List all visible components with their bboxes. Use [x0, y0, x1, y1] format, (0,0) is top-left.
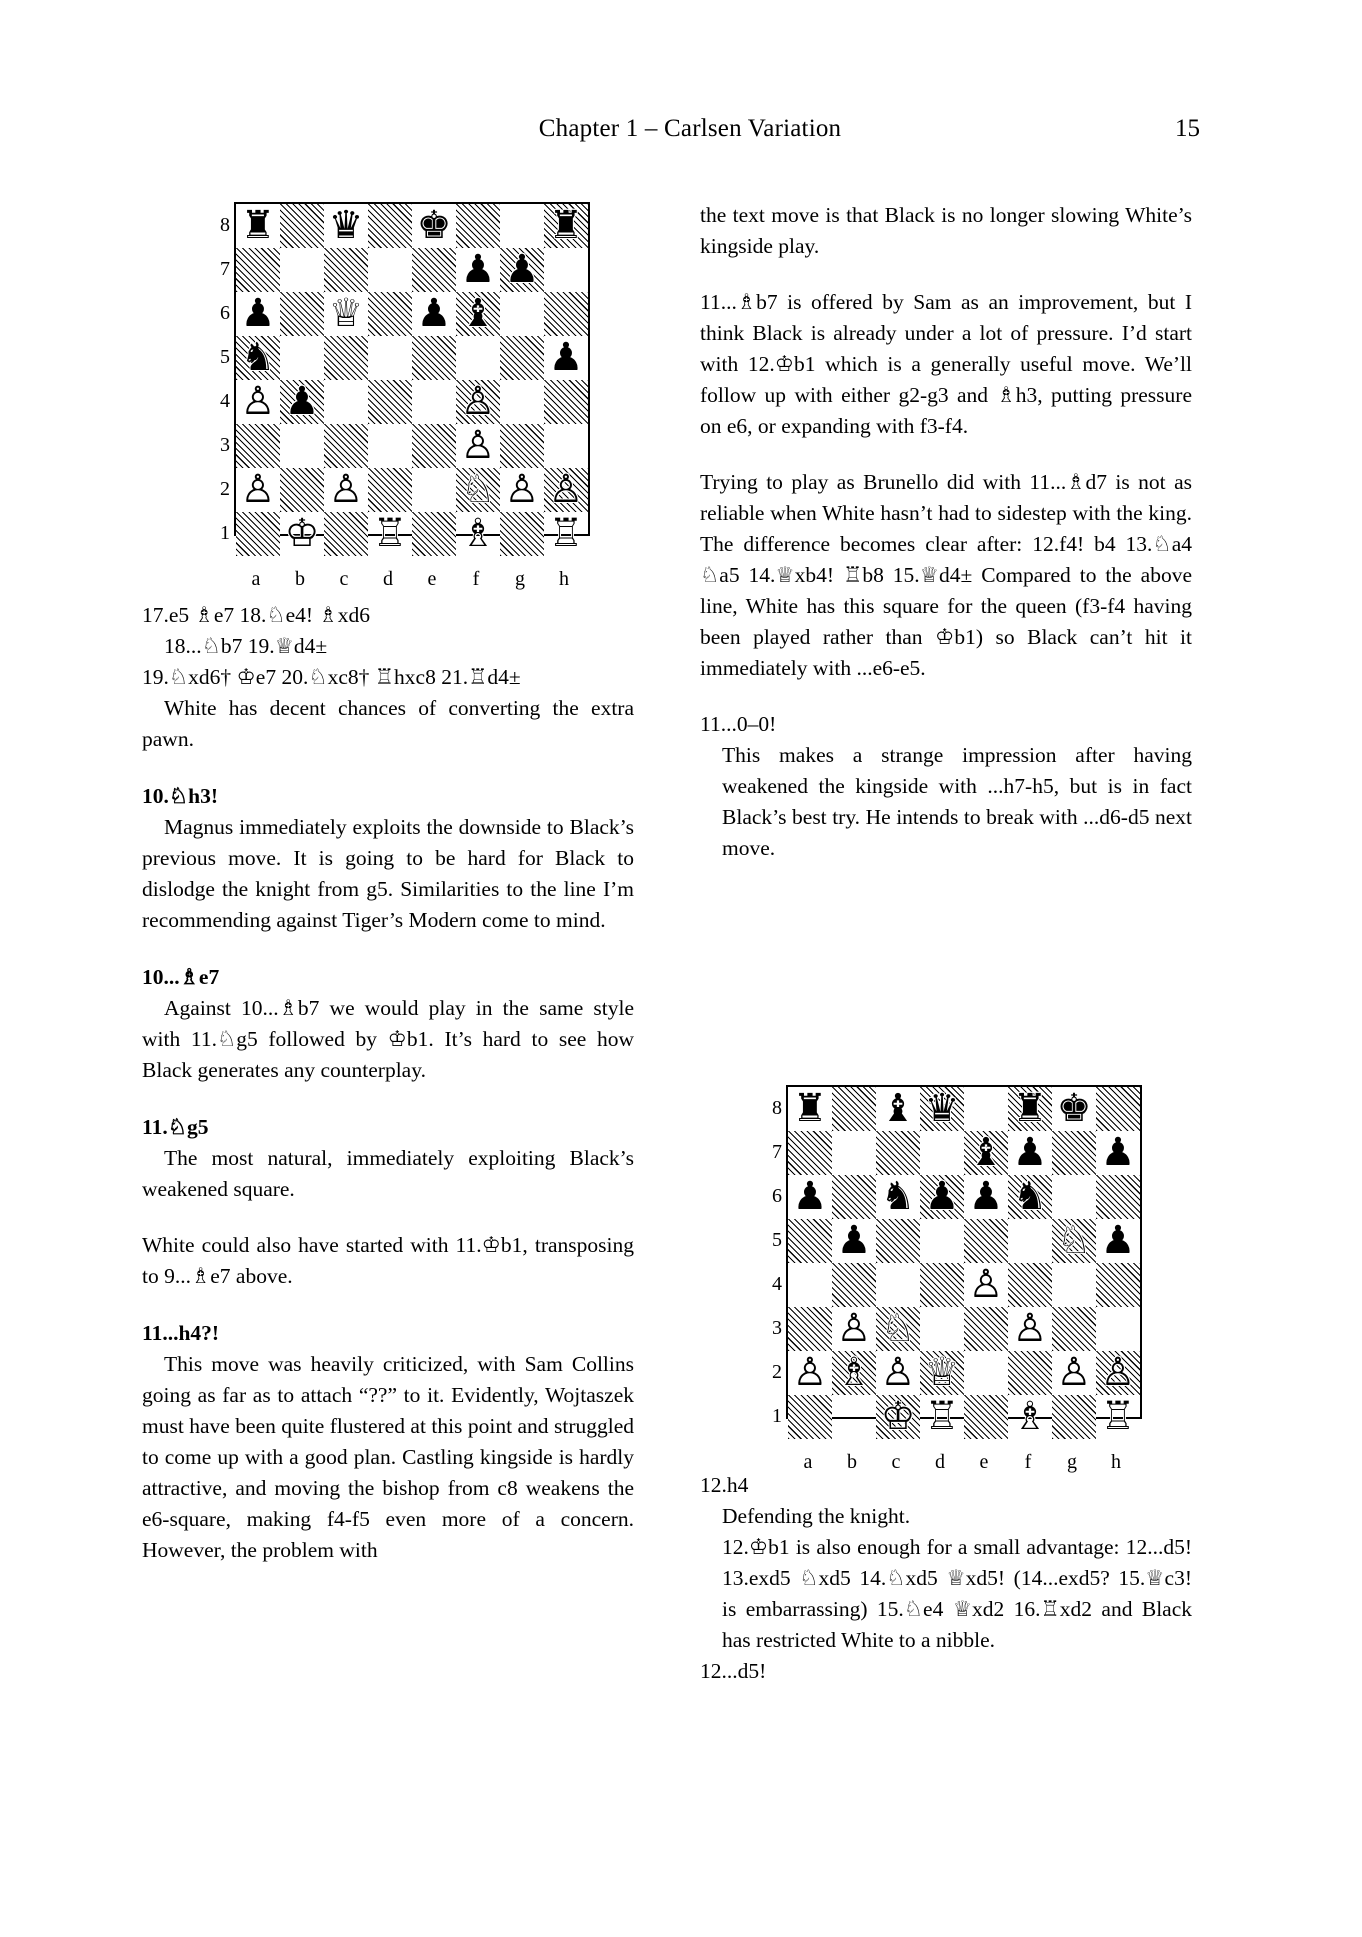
square-e7	[964, 1131, 1008, 1175]
square-c6	[876, 1175, 920, 1219]
white-queen-icon: ♕	[328, 292, 364, 336]
square-c2	[324, 468, 368, 512]
square-c3	[876, 1307, 920, 1351]
square-a7	[788, 1131, 832, 1175]
square-h7	[544, 248, 588, 292]
black-pawn-icon: ♟	[1100, 1219, 1136, 1263]
square-a1	[788, 1395, 832, 1439]
black-pawn-icon: ♟	[284, 380, 320, 424]
square-b3	[832, 1307, 876, 1351]
white-queen-icon: ♕	[924, 1351, 960, 1395]
square-c3	[324, 424, 368, 468]
chess-board	[234, 202, 590, 556]
square-e1	[964, 1395, 1008, 1439]
black-bishop-icon: ♝	[880, 1087, 916, 1131]
square-e3	[964, 1307, 1008, 1351]
white-bishop-icon: ♗	[836, 1351, 872, 1395]
white-pawn-icon: ♙	[504, 468, 540, 512]
square-c4	[876, 1263, 920, 1307]
square-e5	[964, 1219, 1008, 1263]
move-line-2: 18...♘b7 19.♕d4±	[164, 634, 328, 658]
black-rook-icon: ♜	[240, 204, 276, 248]
white-king-icon: ♔	[880, 1395, 916, 1439]
chess-diagram-bottom	[760, 1085, 1160, 1475]
square-h3	[1096, 1307, 1140, 1351]
black-bishop-icon: ♝	[968, 1131, 1004, 1175]
rank-label-6: 6	[772, 1185, 782, 1207]
square-f4	[456, 380, 500, 424]
square-c7	[876, 1131, 920, 1175]
square-g4	[1052, 1263, 1096, 1307]
file-label-d: d	[383, 568, 393, 590]
square-d6	[368, 292, 412, 336]
square-g7	[1052, 1131, 1096, 1175]
paragraph-6: This move was heavily criticized, with Sam Collins going as far as to attach “??” to it. Evidently, Wojtaszek must have been quite flustered at this point and struggled to come up with a good plan. Castling kingside is hardly attractive, and moving the bishop from c8 weakens the e6-square, making f4-f5 even more of a concern. However, the problem with	[142, 1352, 634, 1562]
rank-label-3: 3	[772, 1317, 782, 1339]
black-pawn-icon: ♟	[1100, 1131, 1136, 1175]
square-h4	[544, 380, 588, 424]
square-a4	[788, 1263, 832, 1307]
square-e4	[412, 380, 456, 424]
square-g6	[500, 292, 544, 336]
square-b4	[832, 1263, 876, 1307]
square-c8	[876, 1087, 920, 1131]
square-d6	[920, 1175, 964, 1219]
black-pawn-icon: ♟	[1012, 1131, 1048, 1175]
move-line-12-d5: 12...d5!	[700, 1659, 767, 1683]
rank-label-1: 1	[772, 1405, 782, 1427]
square-c1	[876, 1395, 920, 1439]
white-pawn-icon: ♙	[968, 1263, 1004, 1307]
paragraph-r3: Trying to play as Brunello did with 11...♗d7 is not as reliable when White hasn’t had to sidestep with the king. The difference becomes clear after: 12.f4! b4 13.♘a4 ♘a5 14.♕xb4! ♖b8 15.♕d4± Compared to the above line, White has this square for the queen (f3-f4 having been played rather than ♔b1) so Black can’t hit it immediately with ...e6-e5.	[700, 470, 1192, 680]
square-b2	[832, 1351, 876, 1395]
paragraph-1: White has decent chances of converting the extra pawn.	[142, 696, 634, 751]
square-d4	[368, 380, 412, 424]
move-line-1: 17.e5 ♗e7 18.♘e4! ♗xd6	[142, 603, 370, 627]
move-line-12-h4: 12.h4	[700, 1473, 749, 1497]
square-g2	[1052, 1351, 1096, 1395]
black-pawn-icon: ♟	[416, 292, 452, 336]
file-label-e: e	[979, 1451, 989, 1473]
black-rook-icon: ♜	[548, 204, 584, 248]
square-d7	[920, 1131, 964, 1175]
square-h3	[544, 424, 588, 468]
square-b8	[832, 1087, 876, 1131]
square-e8	[964, 1087, 1008, 1131]
square-a2	[236, 468, 280, 512]
square-g3	[500, 424, 544, 468]
square-a5	[788, 1219, 832, 1263]
paragraph-r4: This makes a strange impression after having weakened the kingside with ...h7-h5, but is in fact Black’s best try. He intends to break with ...d6-d5 next move.	[722, 743, 1192, 860]
black-pawn-icon: ♟	[792, 1175, 828, 1219]
file-label-g: g	[515, 568, 525, 590]
square-g4	[500, 380, 544, 424]
square-f6	[456, 292, 500, 336]
square-e8	[412, 204, 456, 248]
square-e6	[412, 292, 456, 336]
square-d2	[368, 468, 412, 512]
file-label-c: c	[339, 568, 349, 590]
square-g6	[1052, 1175, 1096, 1219]
square-f7	[1008, 1131, 1052, 1175]
black-pawn-icon: ♟	[504, 248, 540, 292]
square-f3	[1008, 1307, 1052, 1351]
square-b7	[832, 1131, 876, 1175]
square-c4	[324, 380, 368, 424]
square-f6	[1008, 1175, 1052, 1219]
square-f5	[456, 336, 500, 380]
square-h2	[544, 468, 588, 512]
square-h5	[544, 336, 588, 380]
square-h6	[544, 292, 588, 336]
square-b3	[280, 424, 324, 468]
black-pawn-icon: ♟	[460, 248, 496, 292]
paragraph-r2: 11...♗b7 is offered by Sam as an improvement, but I think Black is already under a lot of pressure. I’d start with 12.♔b1 which is a generally useful move. We’ll follow up with either g2-g3 and ♗h3, putting pressure on e6, or expanding with f3-f4.	[700, 290, 1192, 438]
paragraph-r1: the text move is that Black is no longer slowing White’s kingside play.	[700, 203, 1192, 258]
square-d7	[368, 248, 412, 292]
square-f3	[456, 424, 500, 468]
page-number: 15	[1175, 115, 1200, 142]
black-pawn-icon: ♟	[968, 1175, 1004, 1219]
square-h8	[1096, 1087, 1140, 1131]
square-d1	[368, 512, 412, 556]
move-heading-11-Ng5: 11.♘g5	[142, 1115, 209, 1139]
square-f1	[456, 512, 500, 556]
square-e3	[412, 424, 456, 468]
black-pawn-icon: ♟	[836, 1219, 872, 1263]
square-h5	[1096, 1219, 1140, 1263]
square-d5	[368, 336, 412, 380]
square-g2	[500, 468, 544, 512]
paragraph-2: Magnus immediately exploits the downside to Black’s previous move. It is going to be hard for Black to dislodge the knight from g5. Similarities to the line I’m recommending against Tiger’s Modern come to mind.	[142, 815, 634, 932]
file-label-g: g	[1067, 1451, 1077, 1473]
white-pawn-icon: ♙	[240, 468, 276, 512]
white-knight-icon: ♘	[1056, 1219, 1092, 1263]
move-heading-11-h4: 11...h4?!	[142, 1321, 220, 1345]
square-d4	[920, 1263, 964, 1307]
square-e2	[412, 468, 456, 512]
square-g8	[1052, 1087, 1096, 1131]
square-h1	[1096, 1395, 1140, 1439]
white-rook-icon: ♖	[1100, 1395, 1136, 1439]
file-label-d: d	[935, 1451, 945, 1473]
square-d1	[920, 1395, 964, 1439]
black-king-icon: ♚	[1056, 1087, 1092, 1131]
square-g3	[1052, 1307, 1096, 1351]
square-h1	[544, 512, 588, 556]
square-e4	[964, 1263, 1008, 1307]
square-d8	[920, 1087, 964, 1131]
square-a2	[788, 1351, 832, 1395]
square-b8	[280, 204, 324, 248]
chess-board	[786, 1085, 1142, 1439]
square-f8	[456, 204, 500, 248]
square-f2	[456, 468, 500, 512]
rank-label-8: 8	[772, 1097, 782, 1119]
square-c8	[324, 204, 368, 248]
white-bishop-icon: ♗	[1012, 1395, 1048, 1439]
right-text-column	[700, 200, 1192, 864]
square-b4	[280, 380, 324, 424]
square-f4	[1008, 1263, 1052, 1307]
square-b1	[280, 512, 324, 556]
black-knight-icon: ♞	[1012, 1175, 1048, 1219]
black-pawn-icon: ♟	[240, 292, 276, 336]
file-label-a: a	[803, 1451, 813, 1473]
square-e1	[412, 512, 456, 556]
left-text-column	[142, 600, 634, 1566]
white-pawn-icon: ♙	[880, 1351, 916, 1395]
file-label-h: h	[1111, 1451, 1121, 1473]
black-queen-icon: ♛	[328, 204, 364, 248]
square-b6	[280, 292, 324, 336]
square-h7	[1096, 1131, 1140, 1175]
square-d8	[368, 204, 412, 248]
black-pawn-icon: ♟	[548, 336, 584, 380]
square-d2	[920, 1351, 964, 1395]
square-c5	[876, 1219, 920, 1263]
square-g5	[500, 336, 544, 380]
paragraph-4: The most natural, immediately exploiting Black’s weakened square.	[142, 1146, 634, 1201]
white-king-icon: ♔	[284, 512, 320, 556]
square-a5	[236, 336, 280, 380]
rank-label-2: 2	[220, 478, 230, 500]
black-rook-icon: ♜	[792, 1087, 828, 1131]
square-h4	[1096, 1263, 1140, 1307]
square-a3	[788, 1307, 832, 1351]
page-title: Chapter 1 – Carlsen Variation	[538, 115, 842, 142]
file-label-b: b	[847, 1451, 857, 1473]
white-pawn-icon: ♙	[1056, 1351, 1092, 1395]
white-knight-icon: ♘	[460, 468, 496, 512]
square-c5	[324, 336, 368, 380]
square-c7	[324, 248, 368, 292]
square-a6	[788, 1175, 832, 1219]
rank-label-1: 1	[220, 522, 230, 544]
square-e6	[964, 1175, 1008, 1219]
white-rook-icon: ♖	[548, 512, 584, 556]
file-label-c: c	[891, 1451, 901, 1473]
square-a8	[236, 204, 280, 248]
square-h8	[544, 204, 588, 248]
white-pawn-icon: ♙	[1100, 1351, 1136, 1395]
move-heading-10-Nh3: 10.♘h3!	[142, 784, 219, 808]
white-pawn-icon: ♙	[1012, 1307, 1048, 1351]
square-h2	[1096, 1351, 1140, 1395]
move-line-11-00: 11...0–0!	[700, 712, 777, 736]
square-a7	[236, 248, 280, 292]
square-b5	[280, 336, 324, 380]
rank-label-3: 3	[220, 434, 230, 456]
black-queen-icon: ♛	[924, 1087, 960, 1131]
square-f1	[1008, 1395, 1052, 1439]
move-line-3: 19.♘xd6† ♔e7 20.♘xc8† ♖hxc8 21.♖d4±	[142, 665, 521, 689]
square-a4	[236, 380, 280, 424]
white-pawn-icon: ♙	[792, 1351, 828, 1395]
square-b7	[280, 248, 324, 292]
rank-label-5: 5	[772, 1229, 782, 1251]
square-a3	[236, 424, 280, 468]
square-b6	[832, 1175, 876, 1219]
rank-label-4: 4	[772, 1273, 782, 1295]
square-g5	[1052, 1219, 1096, 1263]
square-c2	[876, 1351, 920, 1395]
paragraph-5: White could also have started with 11.♔b1, transposing to 9...♗e7 above.	[142, 1233, 634, 1288]
black-pawn-icon: ♟	[924, 1175, 960, 1219]
square-e2	[964, 1351, 1008, 1395]
square-g8	[500, 204, 544, 248]
rank-label-8: 8	[220, 214, 230, 236]
white-pawn-icon: ♙	[548, 468, 584, 512]
white-pawn-icon: ♙	[460, 380, 496, 424]
square-c6	[324, 292, 368, 336]
square-b2	[280, 468, 324, 512]
square-f8	[1008, 1087, 1052, 1131]
white-pawn-icon: ♙	[240, 380, 276, 424]
square-a6	[236, 292, 280, 336]
file-label-e: e	[427, 568, 437, 590]
rank-label-5: 5	[220, 346, 230, 368]
black-king-icon: ♚	[416, 204, 452, 248]
white-pawn-icon: ♙	[836, 1307, 872, 1351]
white-rook-icon: ♖	[924, 1395, 960, 1439]
square-g1	[1052, 1395, 1096, 1439]
page-header	[150, 115, 1230, 151]
square-a8	[788, 1087, 832, 1131]
file-label-b: b	[295, 568, 305, 590]
paragraph-r6: 12.♔b1 is also enough for a small advantage: 12...d5! 13.exd5 ♘xd5 14.♘xd5 ♕xd5! (14...exd5? 15.♕c3! is embarrassing) 15.♘e4 ♕xd2 16.♖xd2 and Black has restricted White to a nibble.	[722, 1535, 1192, 1652]
square-f5	[1008, 1219, 1052, 1263]
square-f2	[1008, 1351, 1052, 1395]
square-b1	[832, 1395, 876, 1439]
file-label-h: h	[559, 568, 569, 590]
paragraph-3: Against 10...♗b7 we would play in the same style with 11.♘g5 followed by ♔b1. It’s hard to see how Black generates any counterplay.	[142, 996, 634, 1082]
square-e7	[412, 248, 456, 292]
move-heading-10-Be7: 10...♗e7	[142, 965, 220, 989]
square-g7	[500, 248, 544, 292]
rank-label-4: 4	[220, 390, 230, 412]
black-rook-icon: ♜	[1012, 1087, 1048, 1131]
black-bishop-icon: ♝	[460, 292, 496, 336]
white-bishop-icon: ♗	[460, 512, 496, 556]
black-knight-icon: ♞	[240, 336, 276, 380]
square-a1	[236, 512, 280, 556]
square-f7	[456, 248, 500, 292]
rank-label-7: 7	[220, 258, 230, 280]
white-knight-icon: ♘	[880, 1307, 916, 1351]
file-label-a: a	[251, 568, 261, 590]
square-g1	[500, 512, 544, 556]
rank-label-7: 7	[772, 1141, 782, 1163]
chess-diagram-top	[208, 202, 608, 592]
black-knight-icon: ♞	[880, 1175, 916, 1219]
square-h6	[1096, 1175, 1140, 1219]
rank-label-6: 6	[220, 302, 230, 324]
paragraph-r5: Defending the knight.	[722, 1504, 911, 1528]
square-d5	[920, 1219, 964, 1263]
white-pawn-icon: ♙	[460, 424, 496, 468]
square-c1	[324, 512, 368, 556]
square-d3	[368, 424, 412, 468]
rank-label-2: 2	[772, 1361, 782, 1383]
square-e5	[412, 336, 456, 380]
square-b5	[832, 1219, 876, 1263]
square-d3	[920, 1307, 964, 1351]
white-pawn-icon: ♙	[328, 468, 364, 512]
file-label-f: f	[472, 568, 480, 590]
file-label-f: f	[1024, 1451, 1032, 1473]
white-rook-icon: ♖	[372, 512, 408, 556]
right-text-column-lower	[700, 1470, 1192, 1687]
